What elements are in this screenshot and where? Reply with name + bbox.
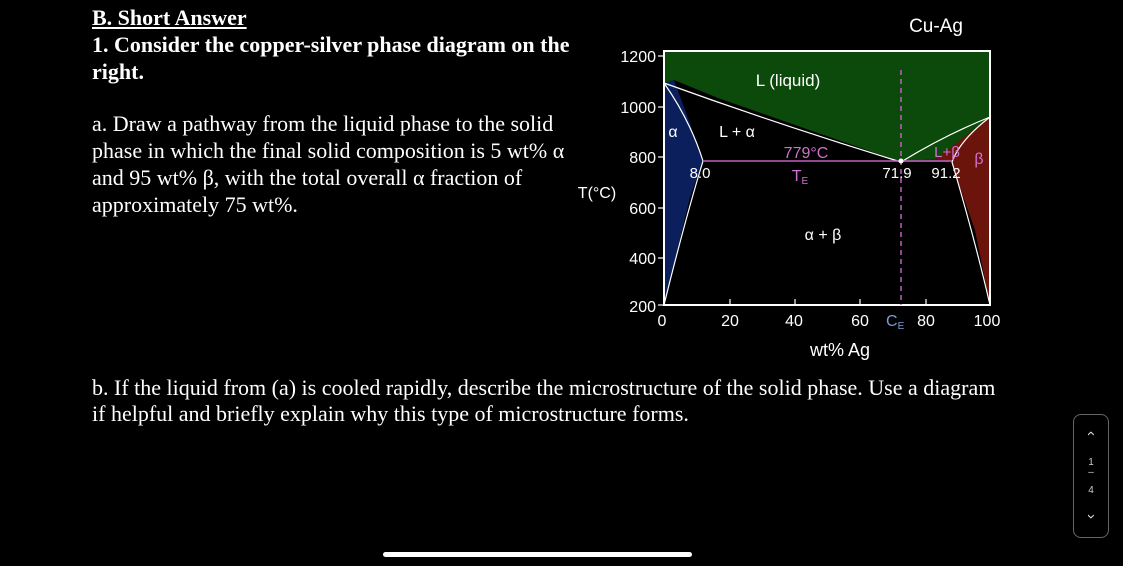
question-part-a: a. Draw a pathway from the liquid phase to the solid phase in which the final solid composition is 5 wt% α and 95 wt% β, with the total overall α fraction of approximately 75 wt%. [92,111,565,217]
y-tick-label: 200 [629,299,656,316]
eutectic-point [899,159,904,164]
composition-8-label: 8.0 [689,165,711,182]
chevron-up-icon: ‹ [1082,431,1100,436]
y-tick-label: 1200 [620,49,656,66]
section-heading: B. Short Answer [92,5,247,30]
total-pages: 4 [1088,485,1094,496]
diagram-title: Cu-Ag [909,16,963,37]
l-beta-label: L+β [934,144,960,161]
current-page-number: 1 [1088,457,1094,468]
beta-label: β [974,151,984,168]
te-label: TE [791,168,809,187]
composition-719-label: 71.9 [882,165,912,182]
y-tick-label: 400 [629,251,656,268]
x-tick-label: 0 [657,313,667,330]
x-axis-label: wt% Ag [809,340,871,360]
next-page-button[interactable] [1074,508,1108,528]
x-tick-label: 80 [917,313,935,330]
eutectic-temp-label: 779°C [783,145,829,162]
phase-diagram [570,8,1010,363]
page-navigator [1073,414,1109,538]
x-tick-label: 40 [785,313,803,330]
question-1: 1. Consider the copper-silver phase diagram on the right. [92,32,570,84]
y-tick-label: 600 [629,201,656,218]
y-tick-label: 800 [629,150,656,167]
home-indicator[interactable] [383,552,692,557]
alpha-beta-label: α + β [804,227,842,244]
x-tick-label: 20 [721,313,739,330]
x-tick-label: 100 [973,313,1001,330]
y-tick-label: 1000 [620,100,656,117]
chevron-down-icon: › [1082,514,1100,519]
x-tick-label: 60 [851,313,869,330]
alpha-label: α [668,124,678,141]
question-part-b: b. If the liquid from (a) is cooled rapidly, describe the microstructure of the solid phase. Use a diagram if helpful and briefly explain why this type of microstructure forms. [92,375,996,426]
page-separator: – [1088,467,1094,478]
liquid-label: L (liquid) [755,71,821,90]
l-alpha-label: L + α [719,124,755,141]
composition-912-label: 91.2 [931,165,961,182]
ce-tick-label: CE [886,313,905,332]
y-axis-label: T(°C) [577,185,617,202]
previous-page-button[interactable] [1074,425,1108,445]
